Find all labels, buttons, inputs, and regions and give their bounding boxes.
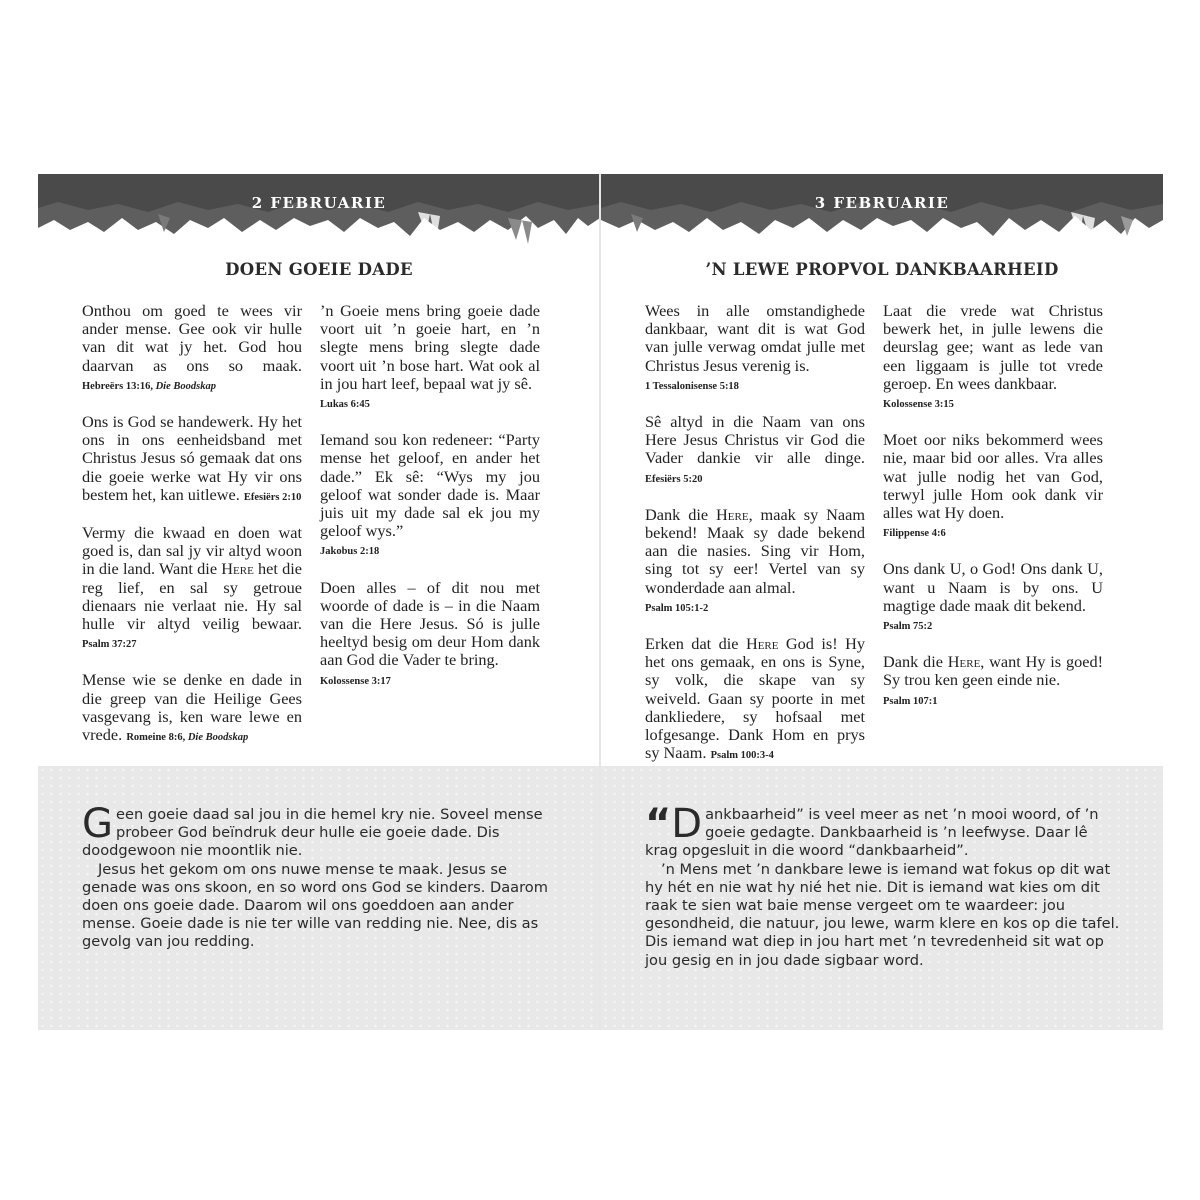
scripture-reference: Filippense 4:6 [883, 528, 946, 540]
date-heading: 2 FEBRUARIE [251, 194, 387, 212]
scripture-reference: Kolossense 3:17 [320, 675, 391, 687]
drop-cap: “D [645, 801, 703, 847]
right-page [601, 174, 1163, 1030]
scripture-column-2 [883, 302, 1103, 728]
scripture-text: Onthou om goed te wees vir ander mense. Gee ook vir hulle van dit wat jy het. God hou daarvan as ons so maak. [82, 301, 302, 375]
scripture-text: Wees in alle omstandighede dankbaar, want dit is wat God van julle verwag omdat julle met Christus Jesus verenig is. [645, 301, 865, 375]
scripture-text: Iemand sou kon redeneer: “Party mense het geloof, en ander het dade.” Ek sê: “Wys my jou geloof wat sonder dade is. Maar juis uit my dade sal ek jou my geloof wys.” [320, 430, 540, 541]
scripture-reference: Jakobus 2:18 [320, 546, 380, 558]
left-page [38, 174, 600, 1030]
scripture-text: Ons is God se handewerk. Hy het ons in ons eenheidsband met Christus Jesus só gemaak dat ons die goeie werke wat Hy vir ons bestem het, kan uitlewe. [82, 412, 302, 504]
scripture-passage [645, 635, 865, 765]
devotion-text [645, 801, 1121, 970]
date-heading: 3 FEBRUARIE [814, 194, 950, 212]
scripture-passage [82, 413, 302, 507]
scripture-text: Erken dat die Here God is! Hy het ons gemaak, en ons is Syne, sy volk, die skape van sy weiveld. Gaan sy poorte in met dankliedere, sy hofsaal met lofgesange. Dank Hom en prys sy Naam. [645, 634, 865, 763]
scripture-text: ’n Goeie mens bring goeie dade voort uit ’n goeie hart, en ’n slegte mens bring slegte dade voort uit ’n bose hart. Wat ook al in jou hart leef, bepaal wat jy sê. [320, 301, 540, 393]
scripture-reference: Kolossense 3:15 [883, 399, 954, 411]
devotion-text [82, 801, 558, 952]
drop-cap: G [82, 801, 113, 847]
page-title: DOEN GOEIE DADE [225, 260, 413, 279]
scripture-passage [82, 524, 302, 654]
scripture-text: Sê altyd in die Naam van ons Here Jesus Christus vir God die Vader dankie vir alle dinge. [645, 412, 865, 468]
scripture-passage [320, 302, 540, 414]
book-spread [38, 174, 1163, 1030]
scripture-passage [82, 671, 302, 747]
page-title: ’N LEWE PROPVOL DANKBAARHEID [705, 260, 1059, 279]
scripture-passage [883, 431, 1103, 543]
scripture-column-1 [645, 302, 865, 782]
devotion-paragraph: Geen goeie daad sal jou in die hemel kry nie. Soveel mense probeer God beïndruk deur hulle eie goeie dade. Dis doodgewoon nie moontlik nie. [82, 801, 543, 860]
scripture-text: Laat die vrede wat Christus bewerk het, in julle lewens die deurslag gee; want as lede van een liggaam is julle tot vrede geroep. En wees dankbaar. [883, 301, 1103, 393]
scripture-reference: Romeine 8:6, Die Boodskap [126, 732, 249, 744]
scripture-passage [320, 579, 540, 691]
devotion-panel [601, 766, 1163, 1030]
scripture-reference: Psalm 37:27 [82, 639, 137, 651]
scripture-reference: Psalm 105:1-2 [645, 602, 709, 614]
scripture-reference: Efesiërs 2:10 [243, 491, 302, 503]
scripture-passage [645, 302, 865, 396]
devotion-panel [38, 766, 600, 1030]
scripture-column-2 [320, 302, 540, 708]
scripture-text: Doen alles – of dit nou met woorde of dade is – in die Naam van die Here Jesus. Só is julle heeltyd besig om deur Hom dank aan God die Vader te bring. [320, 577, 540, 670]
scripture-passage [645, 506, 865, 618]
scripture-reference: Efesiërs 5:20 [645, 473, 703, 485]
scripture-reference: 1 Tessalonisense 5:18 [645, 380, 739, 392]
scripture-passage [883, 302, 1103, 414]
scripture-reference: Psalm 107:1 [883, 695, 938, 707]
brush-banner-graphic [601, 174, 1163, 254]
scripture-text: Mense wie se denke en dade in die greep van die Heilige Gees vasgevang is, ken ware lewe en vrede. [82, 670, 302, 745]
scripture-reference: Psalm 75:2 [883, 621, 933, 633]
scripture-text: Vermy die kwaad en doen wat goed is, dan sal jy vir altyd woon in die land. Want die Here het die reg lief, en sal sy getroue dienaars nie verlaat nie. Hy sal hulle vir altyd veilig bewaar. [82, 523, 302, 634]
devotion-paragraph: ’n Mens met ’n dankbare lewe is iemand wat fokus op dit wat hy hét en nie wat hy nié het nie. Dit is iemand wat kies om dit raak te sien wat baie mense vergeet om te waardeer: jou gesondheid, die natuur, jou lewe, warm klere en kos op die tafel. Dis iemand wat diep in jou hart met ’n tevredenheid sit wat op jou gesig en in jou dade sigbaar word. [645, 860, 1120, 969]
scripture-passage [883, 653, 1103, 711]
scripture-text: Dank die Here, want Hy is goed! Sy trou ken geen einde nie. [883, 652, 1104, 690]
devotion-paragraph: Jesus het gekom om ons nuwe mense te maak. Jesus se genade was ons skoon, en so word ons God se kinders. Daarom doen ons goeie dade. Daarom wil ons goeddoen aan ander mense. Goeie dade is nie ter wille van redding nie. Nee, dis as gevolg van jou redding. [82, 860, 548, 951]
date-banner [601, 174, 1163, 254]
scripture-reference: Lukas 6:45 [320, 399, 370, 411]
scripture-passage [645, 413, 865, 489]
scripture-column-1 [82, 302, 302, 764]
scripture-passage [82, 302, 302, 396]
scripture-text: Ons dank U, o God! Ons dank U, want u Naam is by ons. U magtige dade maak dit bekend. [883, 559, 1103, 615]
scripture-passage [320, 431, 540, 561]
scripture-reference: Psalm 100:3-4 [710, 750, 774, 762]
scripture-passage [883, 560, 1103, 636]
scripture-reference: Hebreërs 13:16, Die Boodskap [82, 380, 216, 392]
brush-banner-graphic [38, 174, 600, 254]
devotion-paragraph: “D ankbaarheid” is veel meer as net ’n mooi woord, of ’n goeie gedagte. Dankbaarheid is ’n leefwyse. Daar lê krag opgesluit in die woord “dankbaarheid”. [645, 801, 1099, 860]
date-banner [38, 174, 600, 254]
scripture-text: Moet oor niks bekommerd wees nie, maar bid oor alles. Vra alles wat julle nodig het van God, terwyl julle Hom ook dank vir alles wat Hy doen. [883, 430, 1103, 523]
scripture-text: Dank die Here, maak sy Naam bekend! Maak sy dade bekend aan die nasies. Sing vir Hom, sing tot sy eer! Vertel van sy wonderdade aan almal. [645, 504, 866, 597]
